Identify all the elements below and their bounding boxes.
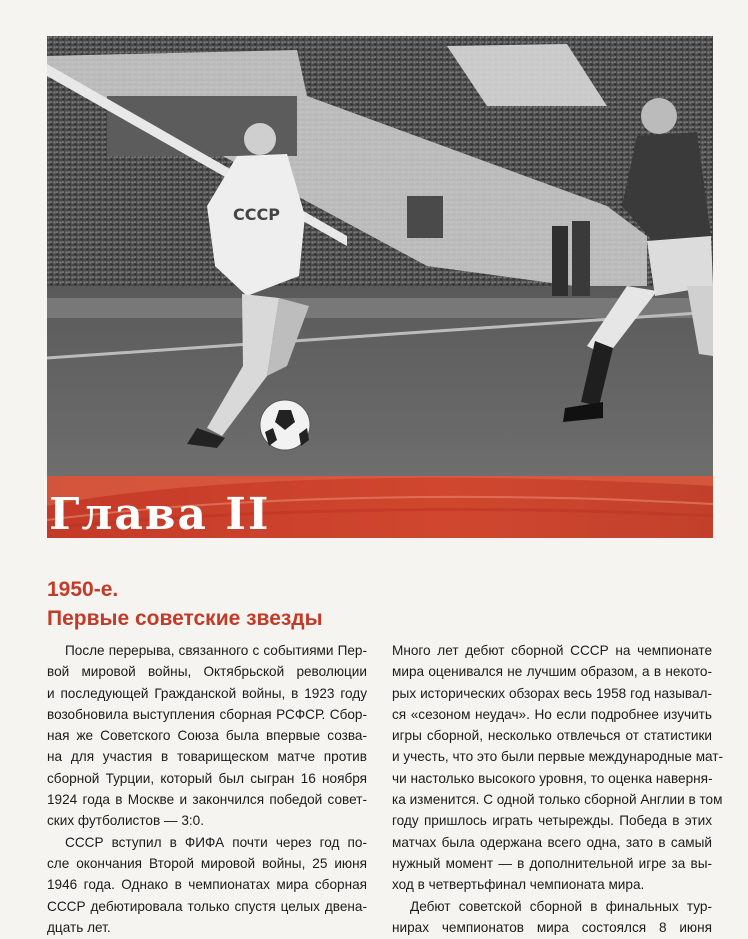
football-match-photo-icon — [47, 36, 713, 478]
text-column-right — [392, 640, 724, 938]
text-line: сборной Турции, который был сыгран 16 ноября — [47, 770, 367, 786]
text-line: сле окончания Второй мировой войны, 25 июня — [47, 855, 367, 871]
text-line: вой мировой войны, Октябрьской революции — [47, 664, 367, 680]
text-line: году пришлось играть четырежды. Победа в этих — [392, 813, 712, 829]
section-heading — [47, 575, 323, 633]
text-line: Много лет дебют сборной СССР на чемпионате — [392, 643, 712, 658]
text-line: рых исторических обзорах весь 1958 год называл- — [392, 685, 712, 701]
text-line: нужный момент — в дополнительной игре за вы- — [392, 855, 712, 871]
text-line: ся «сезоном неудач». Но если подробнее изучить — [392, 706, 712, 722]
section-heading-line2: Первые советские звезды — [47, 607, 323, 630]
football-match-photo — [47, 36, 713, 478]
text-line: на для участия в товарищеском матче против — [47, 749, 367, 765]
text-line: СССР вступил в ФИФА почти через год по- — [65, 834, 367, 850]
text-line: ка изменится. С одной только сборной Англии в том — [392, 792, 723, 808]
text-line: 1946 года. Однако в чемпионатах мира сборная — [47, 877, 367, 893]
section-heading-line1: 1950-е. — [47, 578, 119, 601]
text-line: ских футболистов — 3:0. — [47, 813, 205, 829]
text-line: мира оценивался не лучшим образом, а в некото- — [392, 664, 712, 680]
text-line: После перерыва, связанного с событиями Пер- — [65, 643, 367, 658]
text-line: матчах была одержана всего одна, зато в самый — [392, 834, 712, 850]
text-line: дцать лет. — [47, 919, 111, 935]
text-line: СССР дебютировала только спустя целых двена- — [47, 898, 367, 914]
text-line: и учесть, что это были первые международные мат- — [392, 749, 724, 765]
text-line: чи настолько высокого уровня, то оценка наверня- — [392, 770, 713, 786]
text-line: 1924 года в Москве и закончился победой совет- — [47, 792, 367, 808]
text-line: ход в четвертьфинал чемпионата мира. — [392, 877, 645, 893]
text-line: и последующей Гражданской войны, в 1923 году — [47, 685, 367, 701]
text-line: игры сборной, несколько отвлечься от статистики — [392, 728, 712, 744]
text-line: возобновила выступления сборная РСФСР. Сбор- — [47, 706, 367, 722]
chapter-banner — [47, 476, 713, 538]
chapter-title: Глава II — [49, 489, 271, 538]
shirt-lettering: СССР — [233, 205, 280, 224]
text-line: нирах чемпионатов мира состоялся 8 июня — [392, 919, 712, 935]
text-line: ная же Советского Союза была впервые созва- — [47, 728, 367, 744]
text-column-left — [47, 640, 367, 938]
text-line: Дебют советской сборной в финальных тур- — [410, 898, 712, 914]
